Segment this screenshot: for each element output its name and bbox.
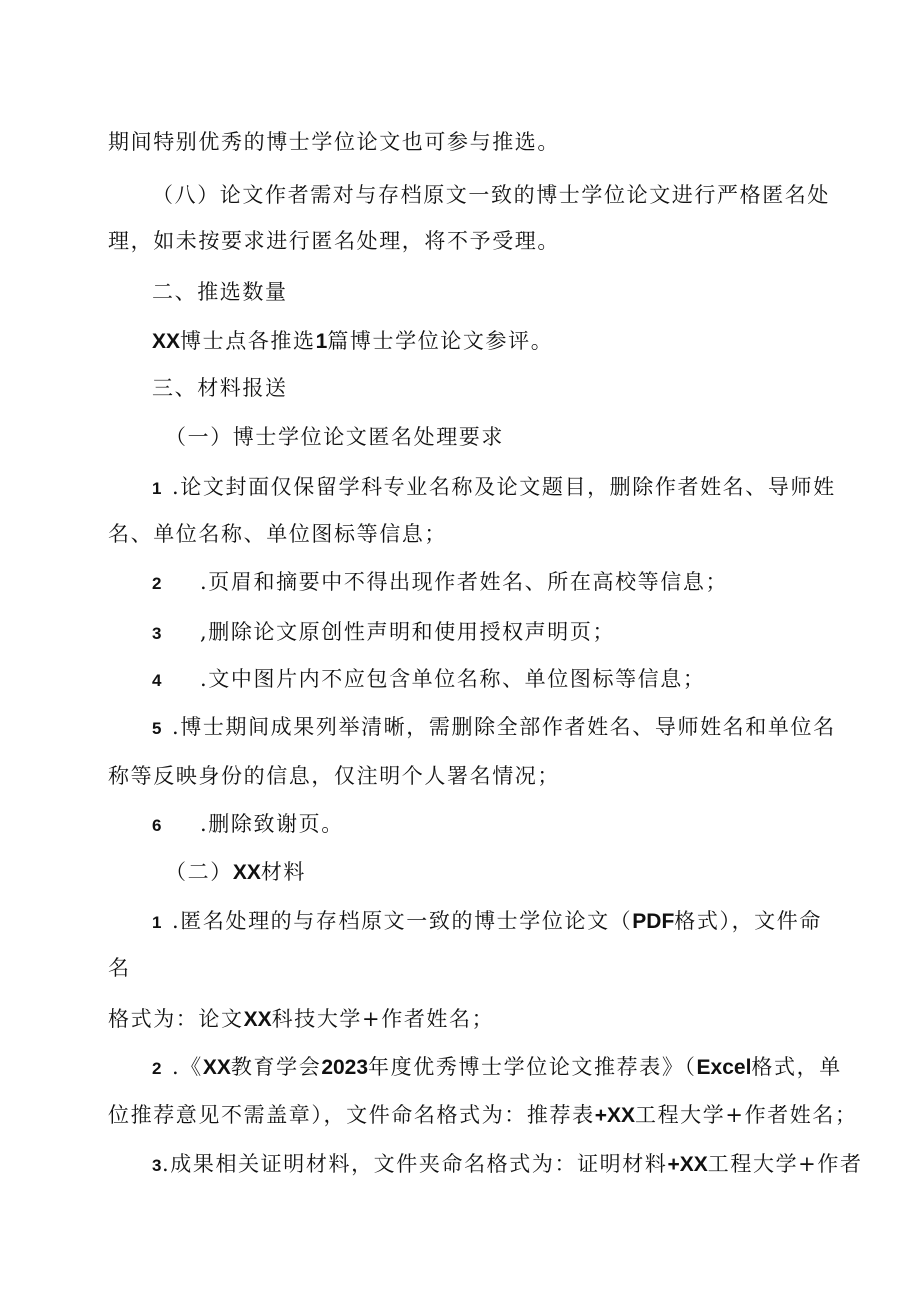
subsection-heading (165, 423, 504, 451)
text: XX (152, 330, 181, 353)
text: 格式为：论文 (108, 1007, 244, 1031)
text: 篇博士学位论文参评。 (327, 329, 554, 353)
text: .删除致谢页。 (200, 812, 344, 836)
item-number: 1 (152, 913, 162, 932)
text: .论文封面仅保留学科专业名称及论文题目，删除作者姓名、导师姓 (172, 475, 836, 499)
text: .文中图片内不应包含单位名称、单位图标等信息； (200, 667, 706, 691)
text: .页眉和摘要中不得出现作者姓名、所在高校等信息； (200, 570, 729, 594)
list-item (152, 665, 705, 695)
text: 2023 (321, 1056, 369, 1079)
text: 教育学会 (230, 1055, 322, 1079)
text: .博士期间成果列举清晰，需删除全部作者姓名、导师姓名和单位名 (172, 715, 836, 739)
text: XX (232, 861, 261, 884)
paragraph-line (152, 181, 830, 209)
list-item (152, 907, 822, 937)
text: .成果相关证明材料，文件夹命名格式为：证明材料 (162, 1152, 668, 1176)
text: .《 (172, 1055, 203, 1079)
paragraph-line (108, 1005, 494, 1034)
text: （二） (165, 860, 233, 884)
text: 格式，单 (751, 1055, 842, 1079)
text: 博士点各推选 (180, 329, 316, 353)
item-number: 3 (152, 1156, 162, 1175)
item-number: 2 (152, 574, 162, 593)
item-number: 3 (152, 624, 162, 643)
item-number: 1 (152, 479, 162, 498)
text: 年度优秀博士学位论文推荐表》（ (368, 1055, 697, 1079)
paragraph-line (108, 520, 447, 548)
item-number: 6 (152, 816, 162, 835)
text: 名 (108, 956, 131, 980)
text: 工程大学+作者姓名； (634, 1103, 858, 1127)
text: 三、材料报送 (152, 376, 288, 400)
text: 期间特别优秀的博士学位论文也可参与推选。 (108, 130, 560, 154)
text: 理，如未按要求进行匿名处理，将不予受理。 (108, 229, 560, 253)
list-item (152, 1150, 863, 1180)
text: （一）博士学位论文匿名处理要求 (165, 425, 504, 449)
list-item (152, 618, 615, 648)
list-item (152, 713, 836, 743)
list-item (152, 1053, 842, 1083)
text: 名、单位名称、单位图标等信息； (108, 522, 447, 546)
item-number: 4 (152, 671, 162, 690)
text: （八）论文作者需对与存档原文一致的博士学位论文进行严格匿名处 (152, 183, 830, 207)
paragraph-line (108, 954, 131, 982)
text: XX (202, 1056, 231, 1079)
text: PDF (632, 910, 675, 933)
paragraph-line (108, 1101, 858, 1130)
paragraph-line (152, 327, 553, 356)
subsection-heading (165, 858, 306, 887)
text: 二、推选数量 (152, 280, 288, 304)
text: 工程大学+作者 (707, 1152, 863, 1176)
paragraph-line (108, 227, 560, 255)
section-heading (152, 374, 288, 402)
item-number: 5 (152, 719, 162, 738)
text: .匿名处理的与存档原文一致的博士学位论文（ (172, 909, 633, 933)
list-item (152, 810, 344, 840)
section-heading (152, 278, 288, 306)
list-item (152, 568, 728, 598)
text: ,删除论文原创性声明和使用授权声明页； (200, 620, 616, 644)
text: 1 (315, 330, 328, 353)
paragraph-line (108, 762, 560, 790)
list-item (152, 473, 836, 503)
text: 格式），文件命 (674, 909, 822, 933)
item-number: 2 (152, 1059, 162, 1078)
text: XX (243, 1008, 272, 1031)
text: 科技大学+作者姓名； (271, 1007, 495, 1031)
text: +XX (667, 1153, 708, 1176)
text: 位推荐意见不需盖章），文件命名格式为：推荐表 (108, 1103, 595, 1127)
text: +XX (594, 1104, 635, 1127)
text: 材料 (260, 860, 307, 884)
text: 称等反映身份的信息，仅注明个人署名情况； (108, 764, 560, 788)
paragraph-line (108, 128, 560, 156)
text: Excel (696, 1056, 752, 1079)
